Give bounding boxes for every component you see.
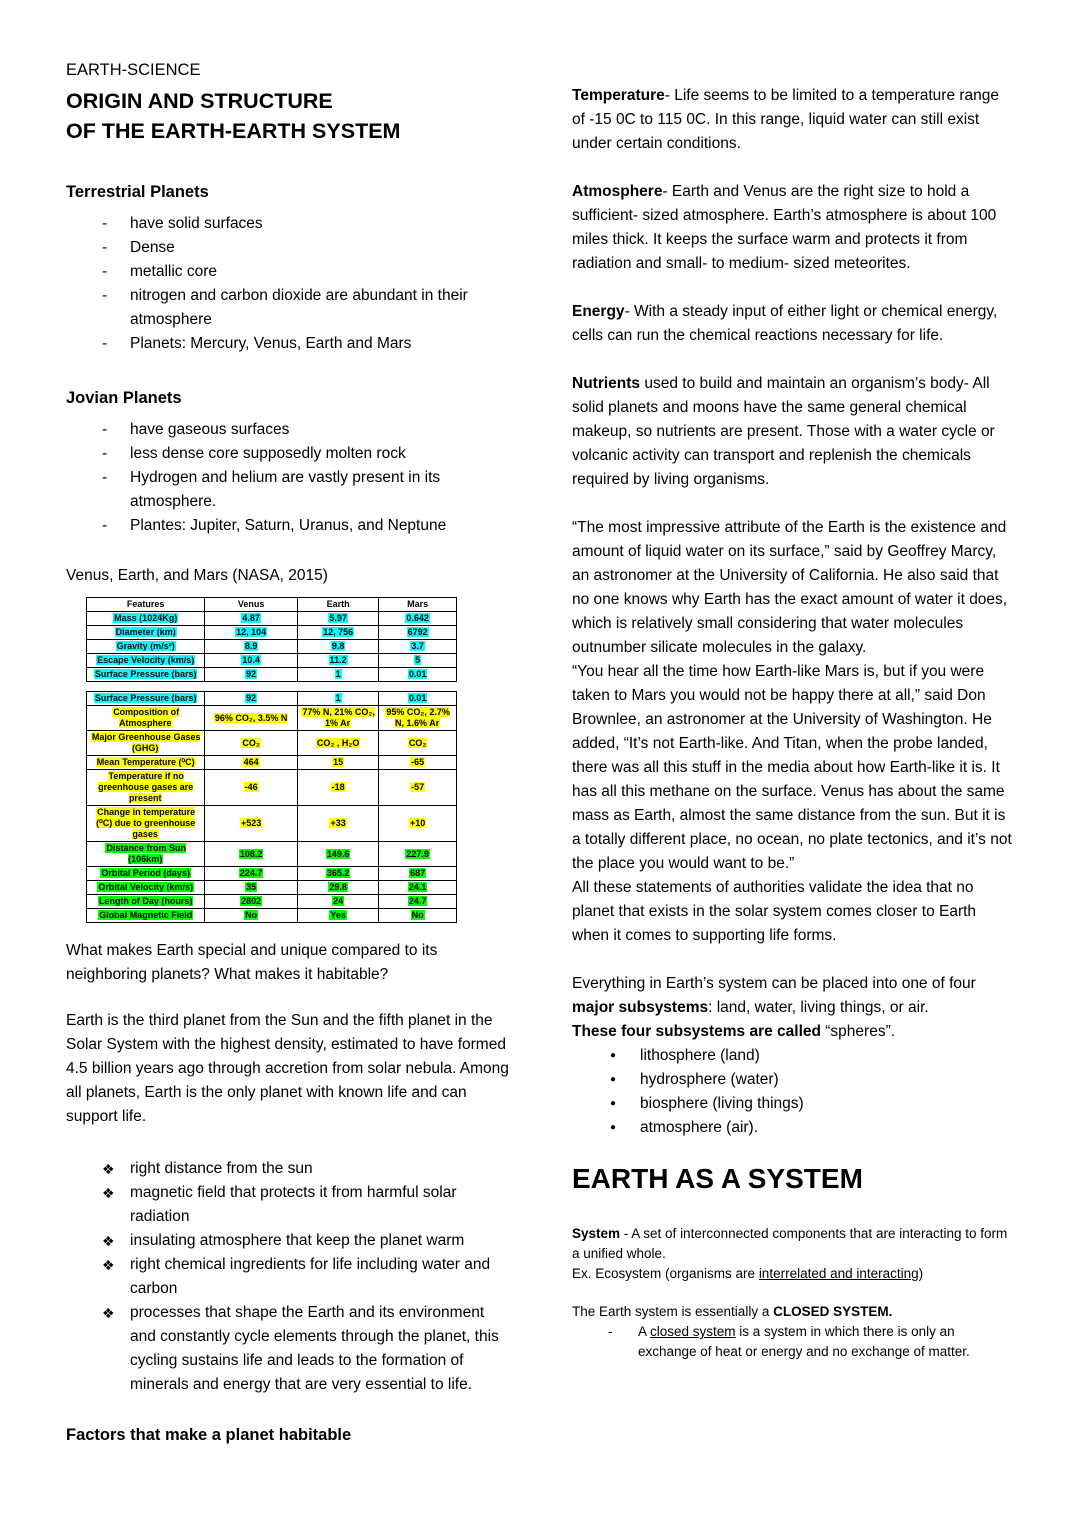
list-item	[66, 1157, 513, 1181]
list-item-text: have solid surfaces	[130, 215, 263, 232]
bold-lead: These four subsystems are called	[572, 1023, 821, 1040]
value-cell	[297, 867, 378, 881]
highlighted-text: 108.2	[239, 848, 263, 859]
header-features: Features	[87, 598, 205, 612]
highlighted-text: -57	[411, 782, 425, 792]
value-cell	[297, 640, 378, 654]
feature-cell	[87, 626, 205, 640]
table-row	[87, 612, 457, 626]
list-item-text: Dense	[130, 239, 175, 256]
highlighted-text: 24	[333, 896, 344, 906]
feature-cell	[87, 770, 205, 806]
value-cell	[379, 867, 457, 881]
list-item	[66, 1181, 513, 1229]
highlighted-text: Temperature if no greenhouse gases are present	[98, 771, 194, 803]
value-cell	[379, 842, 457, 867]
bullet-marker: -	[102, 287, 108, 304]
value-cell	[379, 756, 457, 770]
list-item-text: right chemical ingredients for life including water and carbon	[130, 1256, 491, 1297]
energy-paragraph	[572, 300, 1015, 348]
list-item-text: magnetic field that protects it from harmful solar radiation	[130, 1184, 457, 1225]
list-item-text: metallic core	[130, 263, 217, 280]
bullet-marker: -	[102, 517, 108, 534]
table-row	[87, 640, 457, 654]
value-cell	[297, 842, 378, 867]
highlighted-text: 1	[335, 693, 341, 703]
list-item	[66, 418, 513, 442]
value-cell	[379, 706, 457, 731]
table-row	[87, 668, 457, 682]
bullet-marker: ❖	[102, 1233, 115, 1249]
highlighted-text: 5.97	[329, 613, 347, 623]
table-row	[87, 654, 457, 668]
value-cell	[205, 895, 298, 909]
value-cell	[297, 756, 378, 770]
table-row	[87, 706, 457, 731]
jovian-planets-heading: Jovian Planets	[66, 389, 182, 407]
list-item	[66, 212, 513, 236]
course-kicker: EARTH-SCIENCE	[66, 61, 201, 79]
value-cell	[379, 731, 457, 756]
highlighted-text: -65	[411, 757, 425, 767]
bullet-marker: ●	[610, 1050, 617, 1061]
value-cell	[379, 895, 457, 909]
paragraph-text: is a system in which there is only an exchange of heat or energy and no exchange of matter.	[638, 1324, 970, 1359]
value-cell	[379, 640, 457, 654]
value-cell	[297, 909, 378, 923]
list-item-text: less dense core supposedly molten rock	[130, 445, 406, 462]
list-item	[66, 284, 513, 332]
value-cell	[205, 612, 298, 626]
habitable-factors-list	[66, 1157, 513, 1397]
bullet-marker: -	[102, 335, 108, 352]
earth-as-a-system-heading: EARTH AS A SYSTEM	[572, 1163, 863, 1194]
list-item-text: insulating atmosphere that keep the planet warm	[130, 1232, 465, 1249]
value-cell	[205, 806, 298, 842]
closed-system-statement	[572, 1302, 1015, 1322]
paragraph-text: - Earth and Venus are the right size to hold a sufficient- sized atmosphere. Earth’s atmosphere is about 100 miles thick. It keeps the surface warm and protects it from radiation and small- to medium- sized meteorites.	[572, 183, 997, 272]
header-mars: Mars	[379, 598, 457, 612]
quote-marcy: “The most impressive attribute of the Earth is the existence and amount of liquid water on its surface,” said by Geoffrey Marcy, an astronomer at the University of California. He also said that no one knows why Earth has the exact amount of water it does, which is relatively small considering that water molecules outnumber silicate molecules in the galaxy.	[572, 519, 1008, 656]
page-title-line-1: ORIGIN AND STRUCTURE	[66, 89, 333, 113]
list-item	[66, 514, 513, 538]
bold-phrase: major subsystems	[572, 999, 709, 1016]
planet-table-section1	[86, 597, 457, 682]
bullet-marker: -	[102, 421, 108, 438]
highlighted-text: Gravity (m/s²)	[116, 641, 175, 651]
highlighted-text: 92	[246, 693, 257, 703]
table-caption: Venus, Earth, and Mars (NASA, 2015)	[66, 567, 328, 584]
value-cell	[205, 770, 298, 806]
list-item	[572, 1116, 1015, 1140]
value-cell	[379, 654, 457, 668]
value-cell	[205, 867, 298, 881]
highlighted-text: No	[411, 910, 424, 920]
highlighted-text: 464	[243, 757, 259, 767]
atmosphere-paragraph	[572, 180, 1015, 276]
list-item-text: lithosphere (land)	[640, 1047, 760, 1064]
terrestrial-planets-list	[66, 212, 513, 356]
list-item	[572, 1092, 1015, 1116]
value-cell	[297, 654, 378, 668]
value-cell	[297, 731, 378, 756]
highlighted-text: 227.9	[406, 848, 429, 859]
paragraph-text: used to build and maintain an organism’s body- All solid planets and moons have the same general chemical makeup, so nutrients are present. Those with a water cycle or volcanic activity can transport and replenish the chemicals required by living organisms.	[572, 375, 995, 488]
highlighted-text: 5	[415, 655, 421, 665]
highlighted-text: 1	[335, 669, 341, 679]
highlighted-text: 0.642	[406, 613, 429, 623]
table-row	[87, 842, 457, 867]
highlighted-text: Surface Pressure (bars)	[94, 669, 197, 679]
highlighted-text: +33	[330, 818, 346, 828]
underlined-phrase: interrelated and interacting	[758, 1266, 919, 1281]
value-cell	[297, 706, 378, 731]
value-cell	[297, 692, 378, 706]
highlighted-text: 11.2	[329, 655, 347, 665]
list-item-text: hydrosphere (water)	[640, 1071, 779, 1088]
highlighted-text: 15	[333, 757, 344, 767]
list-item	[66, 466, 513, 514]
closed-system-definition-list	[572, 1322, 1015, 1362]
highlighted-text: 24.1	[408, 882, 427, 892]
feature-cell	[87, 881, 205, 895]
value-cell	[297, 806, 378, 842]
jovian-planets-list	[66, 418, 513, 538]
earth-description-paragraph: Earth is the third planet from the Sun and the fifth planet in the Solar System with the highest density, estimated to have formed 4.5 billion years ago through accretion from solar nebula. Among all planets, Earth is the only planet with known life and can support life.	[66, 1012, 509, 1125]
list-item-text	[638, 1322, 1015, 1362]
highlighted-text: CO₂	[408, 737, 427, 748]
list-item-text: Hydrogen and helium are vastly present in its atmosphere.	[130, 469, 441, 510]
value-cell	[379, 881, 457, 895]
highlighted-text: 2802	[241, 896, 262, 906]
highlighted-text: 95% CO₂, 2.7% N, 1.6% Ar	[386, 707, 450, 728]
feature-cell	[87, 612, 205, 626]
feature-cell	[87, 909, 205, 923]
value-cell	[379, 806, 457, 842]
feature-cell	[87, 692, 205, 706]
feature-cell	[87, 668, 205, 682]
list-item	[66, 260, 513, 284]
list-item	[66, 236, 513, 260]
list-item-text: Planets: Mercury, Venus, Earth and Mars	[130, 335, 412, 352]
highlighted-text: 365.2	[326, 868, 350, 878]
bullet-marker: ❖	[102, 1185, 115, 1201]
nutrients-paragraph	[572, 372, 1015, 492]
bullet-marker: ●	[610, 1074, 617, 1085]
bold-lead: Nutrients	[572, 375, 641, 392]
highlighted-text: Surface Pressure (bars)	[94, 693, 197, 703]
left-column	[66, 58, 513, 1447]
highlighted-text: 149.6	[326, 848, 350, 859]
bullet-marker: -	[102, 239, 108, 256]
right-column	[572, 84, 1015, 1362]
list-item-text: right distance from the sun	[130, 1160, 313, 1177]
table-row	[87, 756, 457, 770]
list-item	[66, 1229, 513, 1253]
table-row	[87, 731, 457, 756]
feature-cell	[87, 640, 205, 654]
bullet-marker: ❖	[102, 1161, 115, 1177]
bullet-marker: ●	[610, 1122, 617, 1133]
quote-brownlee: “You hear all the time how Earth-like Mars is, but if you were taken to Mars you would not be happy there at all,” said Don Brownlee, an astronomer at the University of Washington. He added, “It’s not Earth-like. And Titan, when the probe landed, there was all this stuff in the media about how Earth-like it is. It has all this methane on the surface. Venus has about the same mass as Earth, almost the same distance from the sun. But it is a totally different place, no ocean, no plate tectonics, and it’s not the place you would want to be.”	[572, 663, 1012, 872]
highlighted-text: 96% CO₂, 3.5% N	[214, 712, 288, 723]
paragraph-text: The Earth system is essentially a	[572, 1304, 774, 1319]
system-definitions-section	[572, 1224, 1015, 1362]
highlighted-text: Composition of Atmosphere	[113, 707, 180, 728]
value-cell	[379, 612, 457, 626]
highlighted-text: 29.8	[329, 882, 347, 892]
bullet-marker: -	[102, 263, 108, 280]
table-row	[87, 806, 457, 842]
bullet-marker: ❖	[102, 1305, 115, 1321]
value-cell	[205, 909, 298, 923]
paragraph-text: Ex. Ecosystem (organisms are	[572, 1266, 759, 1281]
highlighted-text: Major Greenhouse Gases (GHG)	[91, 732, 201, 753]
value-cell	[205, 668, 298, 682]
highlighted-text: Distance from Sun (106km)	[106, 843, 186, 864]
list-item	[66, 442, 513, 466]
highlighted-text: 6792	[407, 627, 428, 637]
habitability-question: What makes Earth special and unique compared to its neighboring planets? What makes it habitable?	[66, 942, 438, 983]
bullet-marker: ❖	[102, 1257, 115, 1273]
quote-conclusion: All these statements of authorities validate the idea that no planet that exists in the solar system comes closer to Earth when it comes to supporting life forms.	[572, 879, 977, 944]
highlighted-text: 224.7	[239, 868, 263, 878]
subsystems-paragraph	[572, 972, 1015, 1020]
factors-heading: Factors that make a planet habitable	[66, 1426, 352, 1444]
feature-cell	[87, 867, 205, 881]
value-cell	[379, 770, 457, 806]
highlighted-text: Diameter (km)	[115, 627, 176, 637]
highlighted-text: Mean Temperature (⁰C)	[96, 757, 195, 767]
paragraph-text: : land, water, living things, or air.	[708, 999, 929, 1016]
feature-cell	[87, 731, 205, 756]
bullet-marker: -	[102, 469, 108, 486]
highlighted-text: 8.9	[244, 641, 258, 651]
value-cell	[205, 654, 298, 668]
highlighted-text: Change in temperature (⁰C) due to greenhouse gases	[96, 807, 196, 839]
highlighted-text: Yes	[330, 910, 346, 920]
highlighted-text: 77% N, 21% CO₂, 1% Ar	[302, 707, 375, 728]
header-earth: Earth	[297, 598, 378, 612]
temperature-paragraph	[572, 84, 1015, 156]
value-cell	[379, 692, 457, 706]
spheres-list	[572, 1044, 1015, 1140]
list-item-text: biosphere (living things)	[640, 1095, 804, 1112]
value-cell	[205, 881, 298, 895]
list-item	[66, 1253, 513, 1301]
highlighted-text: 4.87	[242, 613, 260, 623]
highlighted-text: Escape Velocity (km/s)	[97, 655, 195, 665]
bold-lead: Atmosphere	[572, 183, 663, 200]
underlined-phrase: closed system	[650, 1324, 736, 1339]
list-item	[572, 1044, 1015, 1068]
list-item-text: nitrogen and carbon dioxide are abundant in their atmosphere	[130, 287, 468, 328]
feature-cell	[87, 706, 205, 731]
table-row	[87, 692, 457, 706]
list-item	[66, 332, 513, 356]
paragraph-text: - With a steady input of either light or chemical energy, cells can run the chemical reactions necessary for life.	[572, 303, 998, 344]
value-cell	[297, 626, 378, 640]
feature-cell	[87, 756, 205, 770]
bold-lead: Temperature	[572, 87, 665, 104]
highlighted-text: 10.4	[242, 655, 260, 665]
highlighted-text: +10	[410, 818, 426, 828]
value-cell	[297, 881, 378, 895]
highlighted-text: No	[245, 910, 258, 920]
value-cell	[205, 756, 298, 770]
planet-comparison-table	[86, 597, 457, 923]
highlighted-text: 35	[246, 882, 257, 892]
table-row	[87, 770, 457, 806]
list-item-text: atmosphere (air).	[640, 1119, 759, 1136]
highlighted-text: 9.8	[331, 641, 345, 651]
paragraph-text: A	[638, 1324, 651, 1339]
list-item-text: Plantes: Jupiter, Saturn, Uranus, and Neptune	[130, 517, 447, 534]
paragraph-text: Everything in Earth’s system can be placed into one of four	[572, 975, 976, 992]
spheres-intro	[572, 1020, 1015, 1044]
highlighted-text: Length of Day (hours)	[98, 896, 193, 906]
feature-cell	[87, 842, 205, 867]
value-cell	[379, 909, 457, 923]
value-cell	[379, 668, 457, 682]
value-cell	[205, 731, 298, 756]
value-cell	[297, 770, 378, 806]
highlighted-text: 0.01	[408, 669, 427, 679]
highlighted-text: Global Magnetic Field	[99, 910, 193, 920]
highlighted-text: Orbital Period (days)	[101, 868, 190, 878]
value-cell	[297, 612, 378, 626]
bold-lead: Energy	[572, 303, 625, 320]
page-title-line-2: OF THE EARTH-EARTH SYSTEM	[66, 119, 401, 143]
highlighted-text: Mass (1024Kg)	[114, 613, 178, 623]
table-row	[87, 626, 457, 640]
bold-lead: System	[572, 1226, 621, 1241]
feature-cell	[87, 806, 205, 842]
highlighted-text: 24.7	[408, 896, 427, 906]
ecosystem-example	[572, 1264, 1015, 1284]
paragraph-text: - A set of interconnected components that are interacting to form a unified whole.	[572, 1226, 1008, 1261]
table-row	[87, 909, 457, 923]
value-cell	[205, 842, 298, 867]
value-cell	[379, 626, 457, 640]
highlighted-text: -46	[244, 782, 258, 792]
bullet-marker: ●	[610, 1098, 617, 1109]
list-item-text: processes that shape the Earth and its environment and constantly cycle elements through the planet, this cycling sustains life and leads to the formation of minerals and energy that are very essential to life.	[130, 1304, 499, 1393]
table-row	[87, 895, 457, 909]
highlighted-text: -18	[331, 782, 345, 792]
paragraph-text: - Life seems to be limited to a temperature range of -15 0C to 115 0C. In this range, liquid water can still exist under certain conditions.	[572, 87, 1000, 152]
list-item-text: have gaseous surfaces	[130, 421, 290, 438]
highlighted-text: CO₂	[242, 737, 260, 748]
system-definition	[572, 1224, 1015, 1264]
table-row	[87, 881, 457, 895]
highlighted-text: 3.7	[411, 641, 424, 651]
bold-phrase: CLOSED SYSTEM.	[773, 1304, 893, 1319]
value-cell	[205, 626, 298, 640]
terrestrial-planets-heading: Terrestrial Planets	[66, 183, 209, 201]
feature-cell	[87, 895, 205, 909]
header-venus: Venus	[205, 598, 298, 612]
authority-quotes-block	[572, 516, 1015, 948]
list-item	[66, 1301, 513, 1397]
table-row	[87, 867, 457, 881]
value-cell	[297, 668, 378, 682]
highlighted-text: 12, 756	[323, 627, 354, 637]
list-item	[572, 1322, 1015, 1362]
paragraph-text: )	[918, 1266, 924, 1281]
bullet-marker: -	[102, 445, 108, 462]
list-item	[572, 1068, 1015, 1092]
value-cell	[205, 706, 298, 731]
feature-cell	[87, 654, 205, 668]
highlighted-text: 12, 104	[236, 627, 267, 637]
highlighted-text: 92	[246, 669, 257, 679]
highlighted-text: Orbital Velocity (km/s)	[98, 882, 193, 892]
paragraph-text: “spheres”.	[820, 1023, 896, 1040]
highlighted-text: +523	[241, 818, 262, 828]
planet-table-section2	[86, 691, 457, 923]
bullet-marker: -	[102, 215, 108, 232]
highlighted-text: 0.01	[408, 693, 427, 703]
value-cell	[205, 640, 298, 654]
highlighted-text: 687	[410, 868, 426, 878]
value-cell	[297, 895, 378, 909]
value-cell	[205, 692, 298, 706]
bullet-marker: -	[608, 1324, 613, 1339]
highlighted-text: CO₂ , H₂O	[316, 737, 360, 748]
table-header-row	[87, 598, 457, 612]
